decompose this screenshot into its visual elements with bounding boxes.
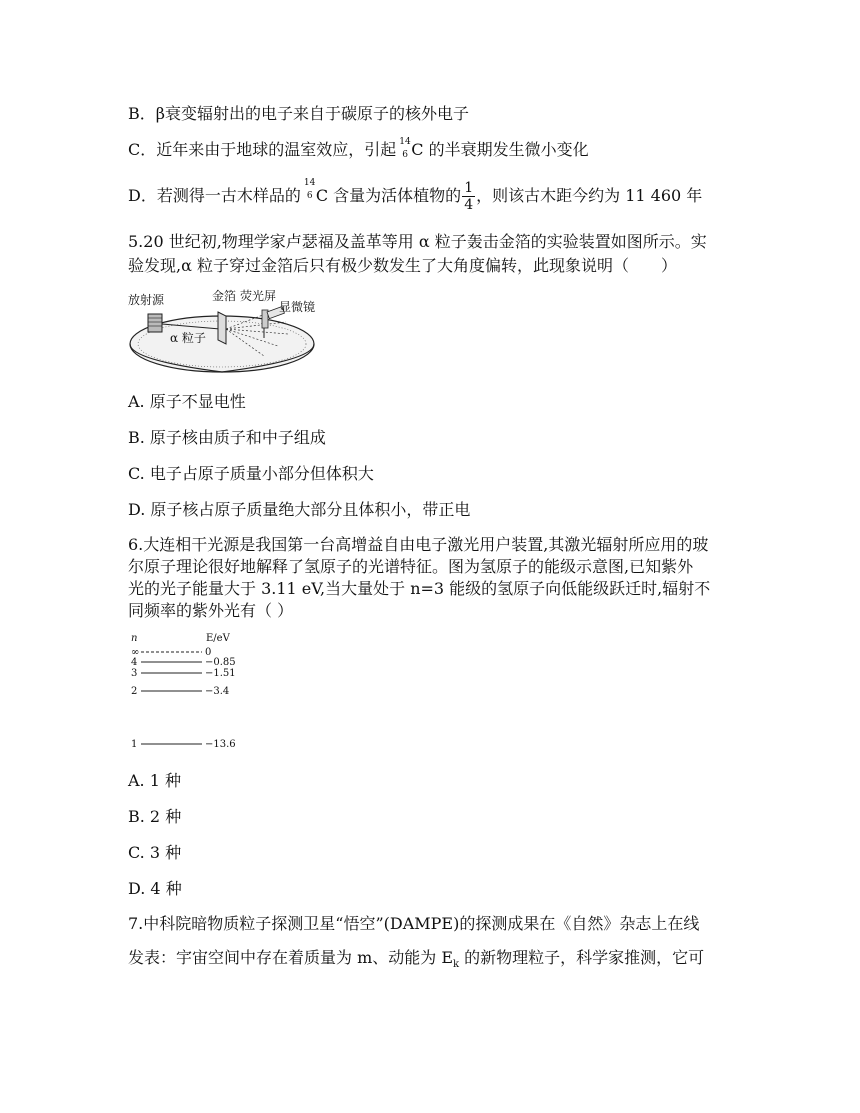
- label-foil: 金箔: [212, 289, 237, 303]
- q6-stem-line-3: 光的光子能量大于 3.11 eV,当大量处于 n=3 能级的氢原子向低能级跃迁时,辐射不: [128, 579, 711, 598]
- q5-option-b: B. 原子核由质子和中子组成: [128, 428, 326, 447]
- hydrogen-energy-level-diagram: [126, 628, 256, 752]
- q7-stem-line-1: 7.中科院暗物质粒子探测卫星“悟空”(DAMPE)的探测成果在《自然》杂志上在线: [128, 914, 700, 933]
- kinetic-energy-subscript: k: [453, 959, 460, 971]
- q5-option-a: A. 原子不显电性: [128, 392, 246, 411]
- q6-option-a: A. 1 种: [128, 771, 181, 790]
- rutherford-apparatus-figure: [126, 282, 318, 380]
- q5-stem-line-1: 5.20 世纪初,物理学家卢瑟福及盖革等用 α 粒子轰击金箔的实验装置如图所示。实: [128, 232, 707, 251]
- nuclide-mass-number: 14: [399, 137, 411, 147]
- gold-foil-icon: [218, 312, 226, 344]
- q5-option-d: D. 原子核占原子质量绝大部分且体积小，带正电: [128, 500, 471, 519]
- q6-option-b: B. 2 种: [128, 807, 182, 826]
- q6-stem-line-1: 6.大连相干光源是我国第一台高增益自由电子激光用户装置,其激光辐射所应用的玻: [128, 535, 709, 554]
- level-n-4: 4: [131, 657, 138, 668]
- q5-option-c: C. 电子占原子质量小部分但体积大: [128, 464, 374, 483]
- q4-option-c: [128, 139, 589, 161]
- level-n-2: 2: [131, 686, 138, 697]
- diagram-energy-header: E/eV: [206, 633, 230, 644]
- nuclide-atomic-number: 6: [402, 150, 408, 160]
- level-n-infinity: ∞: [131, 647, 140, 658]
- fraction-one-quarter: [462, 180, 475, 213]
- q4-option-c-text-2: C 的半衰期发生微小变化: [411, 140, 589, 159]
- label-screen: 荧光屏: [240, 289, 277, 303]
- level-energy-1: −13.6: [205, 739, 236, 750]
- q4-option-d-text-2: C 含量为活体植物的: [315, 186, 462, 205]
- q7-stem-line-2-text-2: 的新物理粒子，科学家推测，它可: [459, 948, 705, 967]
- q7-stem-line-2: [128, 947, 704, 976]
- q4-option-b: [128, 103, 469, 125]
- level-energy-infinity: 0: [205, 647, 212, 658]
- q4-option-d-text-1: D．若测得一古木样品的: [128, 186, 301, 205]
- level-energy-2: −3.4: [205, 686, 230, 697]
- level-energy-3: −1.51: [205, 668, 236, 679]
- level-energy-4: −0.85: [205, 657, 236, 668]
- carbon-14-nuclide: [304, 180, 316, 202]
- q4-option-b-text: B．β衰变辐射出的电子来自于碳原子的核外电子: [128, 104, 470, 123]
- q6-option-d: D. 4 种: [128, 879, 182, 898]
- q6-stem-line-2: 尔原子理论很好地解释了氢原子的光谱特征。图为氢原子的能级示意图,已知紫外: [128, 557, 694, 576]
- label-microscope: 显微镜: [279, 300, 316, 314]
- radioactive-source-icon: [148, 314, 162, 332]
- level-n-3: 3: [131, 668, 138, 679]
- diagram-n-header: n: [131, 633, 138, 644]
- carbon-14-nuclide: [399, 139, 411, 161]
- q7-stem-line-2-text-1: 发表：宇宙空间中存在着质量为 m、动能为 E: [128, 948, 454, 967]
- nuclide-mass-number: 14: [303, 178, 316, 188]
- q6-stem-line-4: 同频率的紫外光有（ ）: [128, 601, 294, 620]
- q4-option-d-text-3: ，则该古木距今约为 11 460 年: [476, 186, 703, 205]
- q4-option-d: [128, 180, 702, 213]
- q6-option-c: C. 3 种: [128, 843, 182, 862]
- q5-stem-line-2: 验发现,α 粒子穿过金箔后只有极少数发生了大角度偏转，此现象说明（ ）: [128, 256, 677, 275]
- fraction-denominator: 4: [464, 197, 474, 213]
- label-source: 放射源: [128, 293, 165, 307]
- label-alpha-particle: α 粒子: [170, 331, 206, 345]
- level-n-1: 1: [131, 739, 138, 750]
- nuclide-atomic-number: 6: [306, 191, 313, 201]
- q4-option-c-text-1: C．近年来由于地球的温室效应，引起: [128, 140, 397, 159]
- fraction-numerator: 1: [464, 180, 474, 196]
